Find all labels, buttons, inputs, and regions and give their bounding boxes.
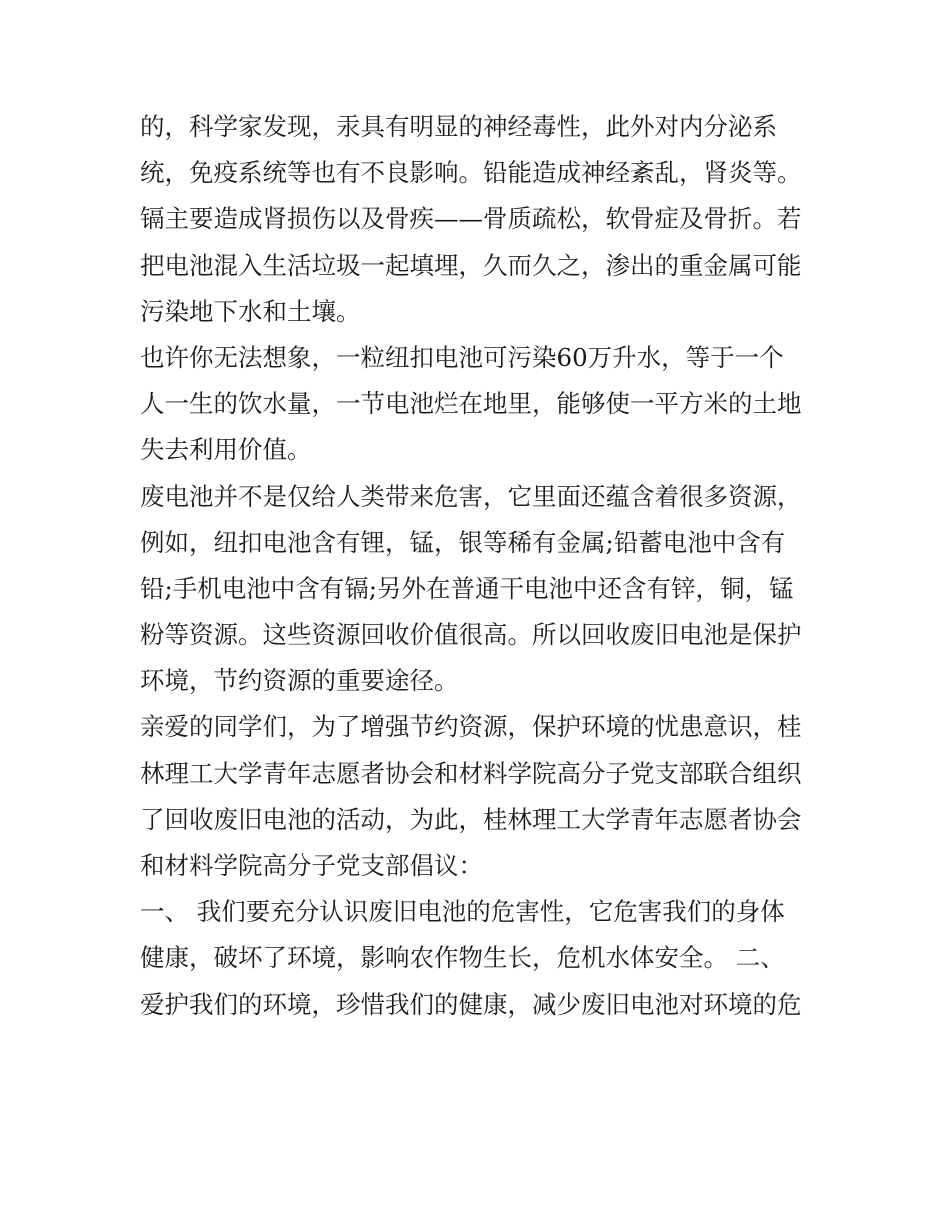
- text-line: 环境，节约资源的重要途径。: [140, 666, 459, 696]
- text-line: 铅;手机电池中含有镉;另外在普通干电池中还含有锌，铜，锰: [140, 573, 794, 603]
- text-line: 粉等资源。这些资源回收价值很高。所以回收废旧电池是保护: [140, 620, 802, 650]
- text-line: 失去利用价值。: [140, 435, 312, 465]
- text-line: 一、 我们要充分认识废旧电池的危害性，它危害我们的身体: [140, 897, 785, 927]
- text-line: 和材料学院高分子党支部倡议：: [140, 851, 483, 880]
- text-line: 也许你无法想象，一粒纽扣电池可污染60万升水，等于一个: [140, 342, 784, 372]
- text-line: 的，科学家发现，汞具有明显的神经毒性，此外对内分泌系: [140, 112, 777, 141]
- text-line: 镉主要造成肾损伤以及骨疾——骨质疏松，软骨症及骨折。若: [140, 204, 802, 234]
- text-line: 废电池并不是仅给人类带来危害，它里面还蕴含着很多资源，: [140, 481, 802, 511]
- text-line: 把电池混入生活垃圾一起填埋，久而久之，渗出的重金属可能: [140, 250, 802, 280]
- text-line: 人一生的饮水量，一节电池烂在地里，能够使一平方米的土地: [140, 389, 802, 419]
- body-text: [140, 104, 820, 1028]
- text-line: 统，免疫系统等也有不良影响。铅能造成神经紊乱，肾炎等。: [140, 158, 802, 188]
- text-line: 亲爱的同学们，为了增强节约资源，保护环境的忧患意识，桂: [140, 712, 802, 742]
- text-line: 污染地下水和土壤。: [140, 296, 361, 326]
- text-line: 例如，纽扣电池含有锂，锰，银等稀有金属;铅蓄电池中含有: [140, 527, 786, 557]
- text-line: 爱护我们的环境，珍惜我们的健康，减少废旧电池对环境的危: [140, 989, 802, 1019]
- text-line: 健康，破坏了环境，影响农作物生长，危机水体安全。 二、: [140, 943, 785, 973]
- text-line: 林理工大学青年志愿者协会和材料学院高分子党支部联合组织: [140, 758, 802, 788]
- text-line: 了回收废旧电池的活动，为此，桂林理工大学青年志愿者协会: [140, 804, 802, 834]
